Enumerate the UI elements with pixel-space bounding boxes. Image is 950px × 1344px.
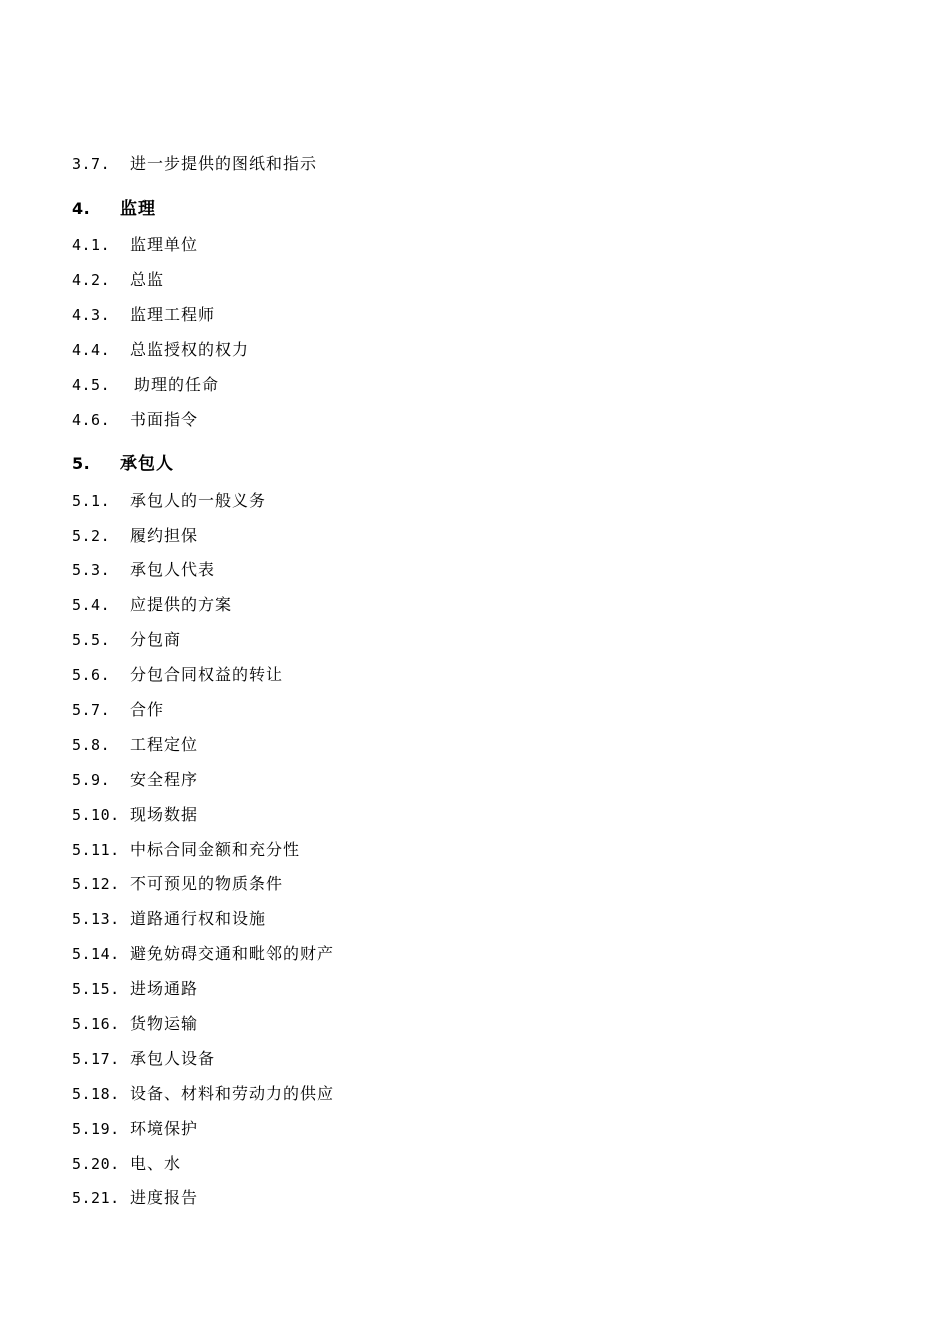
toc-section-4 [72, 182, 892, 228]
section-title: 监理 [120, 198, 156, 219]
toc-entry-5-14 [72, 937, 892, 972]
toc-entry-number: 5.20. [72, 1154, 120, 1173]
toc-entry-title: 电、水 [130, 1153, 182, 1173]
toc-entry-3-7 [72, 147, 892, 182]
toc-entry-5-7 [72, 693, 892, 728]
toc-entry-title: 中标合同金额和充分性 [130, 839, 301, 859]
toc-entry-title: 进场通路 [130, 979, 199, 999]
toc-entry-title: 设备、材料和劳动力的供应 [130, 1083, 335, 1103]
toc-entry-number: 4.2. [72, 271, 111, 290]
toc-entry-title: 环境保护 [130, 1118, 199, 1138]
toc-entry-title: 道路通行权和设施 [130, 909, 267, 929]
toc-entry-number: 5.1. [72, 491, 111, 510]
toc-entry-number: 5.14. [72, 945, 120, 964]
toc-entry-4-1 [72, 228, 892, 263]
toc-entry-number: 5.2. [72, 526, 111, 545]
toc-entry-4-4 [72, 333, 892, 368]
toc-entry-title: 分包商 [130, 630, 182, 650]
toc-entry-5-21 [72, 1181, 892, 1216]
toc-entry-title: 现场数据 [130, 804, 199, 824]
toc-entry-5-18 [72, 1076, 892, 1111]
toc-entry-number: 4.6. [72, 410, 111, 429]
toc-entry-number: 4.3. [72, 306, 111, 325]
toc-entry-5-5 [72, 623, 892, 658]
toc-entry-number: 5.17. [72, 1049, 120, 1068]
toc-entry-number: 5.9. [72, 770, 111, 789]
toc-entry-5-13 [72, 902, 892, 937]
table-of-contents [72, 147, 892, 1216]
toc-entry-5-20 [72, 1146, 892, 1181]
toc-entry-title: 承包人代表 [130, 560, 216, 580]
toc-entry-title: 总监授权的权力 [130, 340, 250, 359]
toc-entry-5-9 [72, 762, 892, 797]
toc-entry-number: 5.3. [72, 561, 111, 580]
toc-entry-4-5 [72, 367, 892, 402]
toc-entry-5-11 [72, 832, 892, 867]
toc-entry-title: 总监 [130, 270, 165, 290]
toc-entry-5-8 [72, 727, 892, 762]
section-number: 4. [72, 198, 91, 218]
toc-entry-title: 助理的任命 [134, 374, 220, 394]
toc-entry-number: 5.12. [72, 875, 120, 894]
toc-entry-number: 5.21. [72, 1189, 120, 1208]
toc-entry-5-1 [72, 483, 892, 518]
toc-entry-title: 履约担保 [130, 525, 199, 545]
toc-entry-title: 合作 [130, 700, 165, 720]
toc-entry-number: 4.1. [72, 236, 111, 255]
toc-entry-4-3 [72, 298, 892, 333]
toc-entry-number: 5.8. [72, 735, 111, 754]
toc-entry-5-16 [72, 1007, 892, 1042]
toc-entry-title: 不可预见的物质条件 [130, 874, 284, 894]
toc-entry-number: 5.19. [72, 1119, 120, 1138]
toc-entry-title: 货物运输 [130, 1014, 199, 1034]
toc-entry-5-19 [72, 1111, 892, 1146]
toc-entry-5-17 [72, 1041, 892, 1076]
toc-entry-5-2 [72, 518, 892, 553]
toc-entry-number: 5.6. [72, 666, 111, 685]
toc-entry-5-4 [72, 588, 892, 623]
toc-entry-5-10 [72, 797, 892, 832]
toc-entry-title: 安全程序 [130, 769, 199, 789]
toc-entry-title: 工程定位 [130, 734, 199, 754]
toc-entry-number: 5.16. [72, 1015, 120, 1034]
toc-section-5 [72, 437, 892, 483]
toc-entry-title: 承包人的一般义务 [130, 490, 267, 510]
toc-entry-title: 避免妨碍交通和毗邻的财产 [130, 944, 335, 964]
toc-entry-title: 监理单位 [130, 235, 199, 255]
toc-entry-number: 5.15. [72, 980, 120, 999]
toc-entry-5-15 [72, 972, 892, 1007]
toc-entry-title: 监理工程师 [130, 305, 216, 325]
toc-entry-number: 5.13. [72, 910, 120, 929]
section-number: 5. [72, 454, 91, 474]
toc-entry-number: 5.10. [72, 805, 120, 824]
toc-entry-4-6 [72, 402, 892, 437]
toc-entry-number: 5.11. [72, 840, 120, 859]
toc-entry-5-3 [72, 553, 892, 588]
toc-entry-number: 5.18. [72, 1084, 120, 1103]
toc-entry-title: 进度报告 [130, 1188, 199, 1208]
toc-entry-title: 分包合同权益的转让 [130, 665, 284, 685]
toc-entry-number: 5.7. [72, 701, 111, 720]
toc-entry-number: 5.5. [72, 631, 111, 650]
toc-entry-title: 应提供的方案 [130, 595, 233, 615]
toc-entry-number: 4.4. [72, 341, 111, 359]
toc-entry-5-12 [72, 867, 892, 902]
toc-entry-title: 书面指令 [130, 409, 199, 429]
toc-entry-number: 3.7. [72, 155, 111, 174]
toc-entry-title: 进一步提供的图纸和指示 [130, 154, 318, 174]
toc-entry-number: 5.4. [72, 596, 111, 615]
toc-entry-5-6 [72, 658, 892, 693]
section-title: 承包人 [120, 454, 174, 475]
toc-entry-4-2 [72, 263, 892, 298]
toc-entry-number: 4.5. [72, 375, 111, 394]
toc-entry-title: 承包人设备 [130, 1048, 216, 1068]
